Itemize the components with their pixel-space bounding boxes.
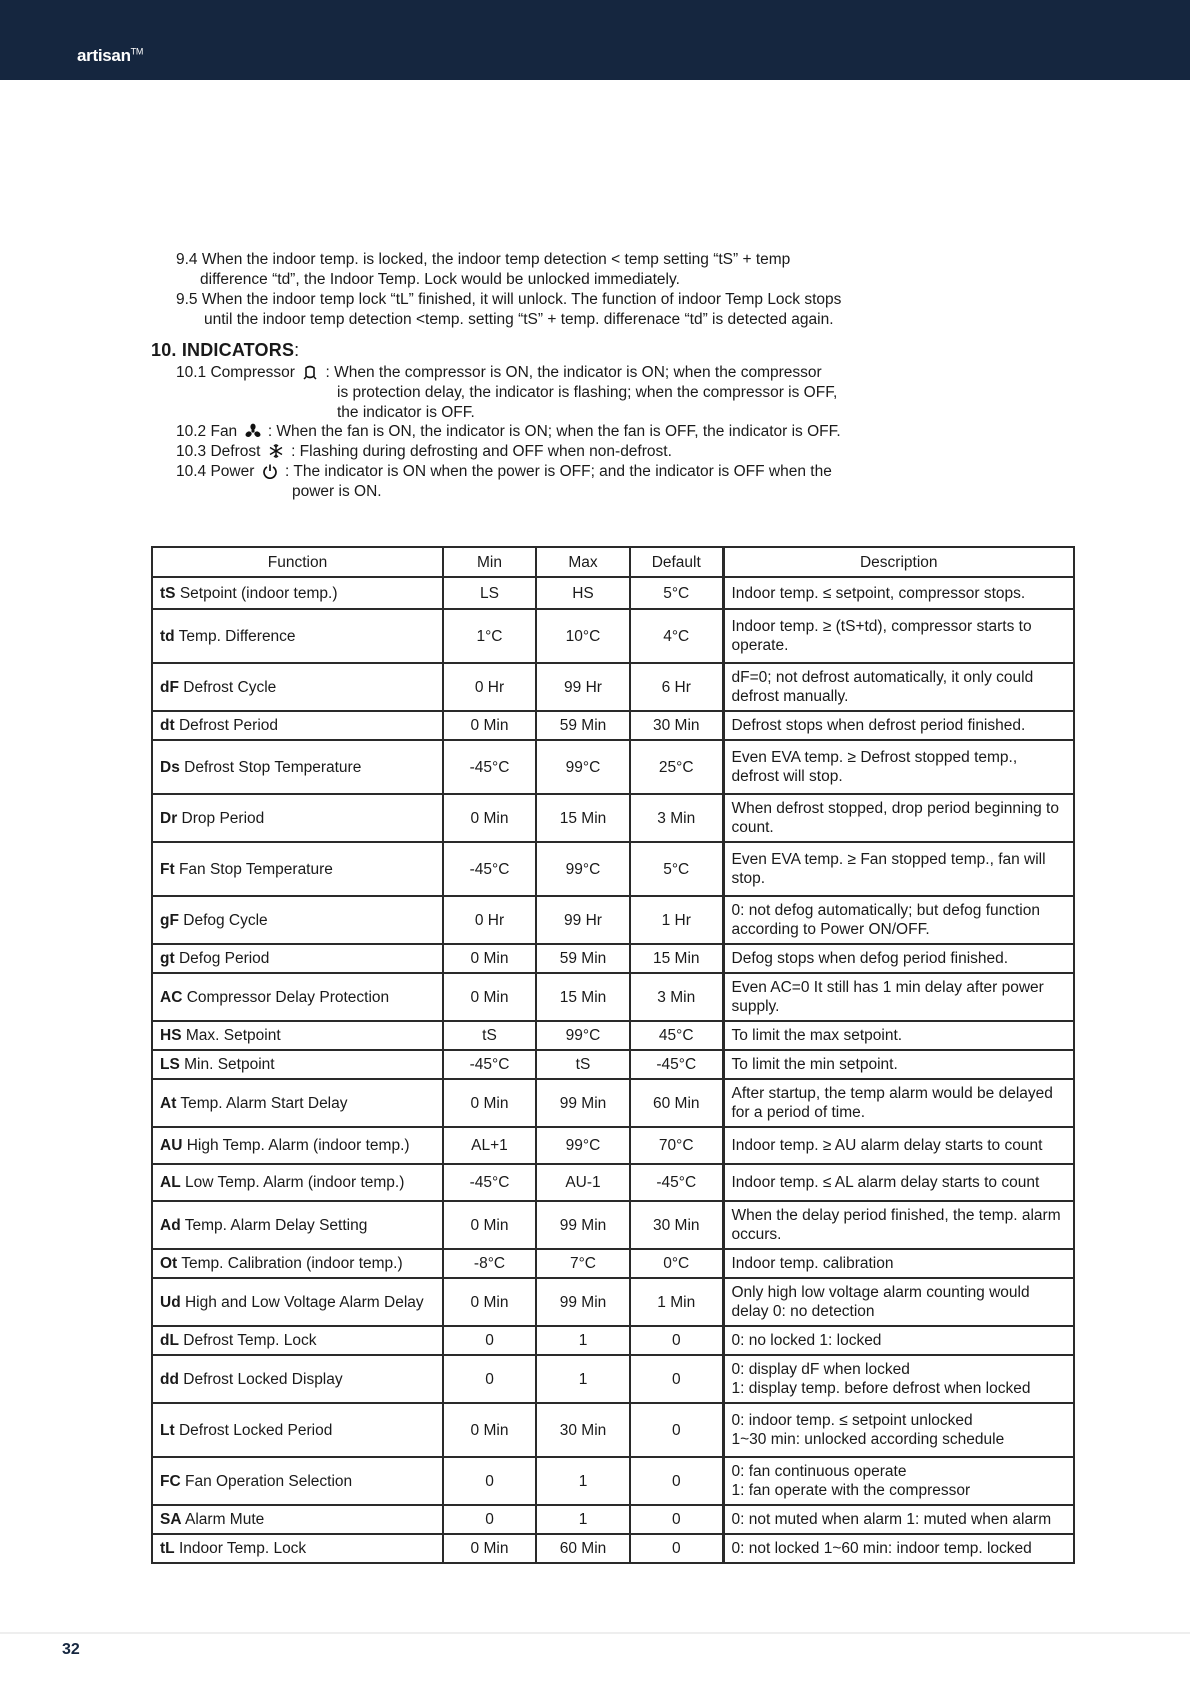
cell-function [152, 1534, 443, 1563]
cell-max: 10°C [536, 609, 630, 663]
cell-min: tS [443, 1021, 536, 1050]
cell-function [152, 609, 443, 663]
defrost-icon [268, 443, 284, 459]
param-code: AU [160, 1137, 183, 1154]
cell-default: 25°C [630, 740, 723, 794]
cell-min: -8°C [443, 1249, 536, 1278]
param-code: Ad [160, 1216, 181, 1234]
param-code: Ft [160, 860, 175, 878]
cell-min: 0 Min [443, 1278, 536, 1326]
cell-description: Even EVA temp. ≥ Defrost stopped temp., defrost will stop. [723, 740, 1074, 794]
cell-function [152, 1326, 443, 1355]
cell-max: 99 Min [536, 1201, 630, 1249]
header-min: Min [443, 547, 536, 577]
footer-divider [0, 1632, 1190, 1634]
cell-default: 0 [630, 1403, 723, 1457]
param-code: gF [160, 911, 179, 929]
indicator-power: 10.4 Power : The indicator is ON when the power is OFF; and the indicator is OFF when the [176, 463, 832, 480]
cell-default: 0 [630, 1457, 723, 1505]
param-code: Ud [160, 1293, 181, 1311]
indicator-fan-label: 10.2 Fan [176, 423, 238, 440]
cell-min: 0 Min [443, 944, 536, 973]
cell-description: When the delay period finished, the temp. alarm occurs. [723, 1201, 1074, 1249]
param-name: Fan Stop Temperature [178, 860, 333, 878]
cell-description: To limit the min setpoint. [723, 1050, 1074, 1079]
cell-max: AU-1 [536, 1164, 630, 1201]
cell-function [152, 577, 443, 609]
cell-min: -45°C [443, 842, 536, 896]
param-code: dd [160, 1370, 179, 1388]
cell-min: 0 Min [443, 1201, 536, 1249]
table-row [152, 1278, 1074, 1326]
indicator-compressor-line2: is protection delay, the indicator is flashing; when the compressor is OFF, [337, 384, 838, 401]
param-name: Low Temp. Alarm (indoor temp.) [184, 1174, 405, 1191]
param-name: Defog Period [178, 950, 270, 967]
cell-description: After startup, the temp alarm would be delayed for a period of time. [723, 1079, 1074, 1127]
indicator-compressor-label: 10.1 Compressor [176, 364, 295, 381]
cell-min: -45°C [443, 1050, 536, 1079]
cell-description: Defrost stops when defrost period finished. [723, 711, 1074, 740]
param-code: dL [160, 1332, 179, 1349]
table-row [152, 1127, 1074, 1164]
table-row [152, 794, 1074, 842]
cell-min: AL+1 [443, 1127, 536, 1164]
param-name: Temp. Alarm Delay Setting [184, 1216, 368, 1234]
cell-default: 15 Min [630, 944, 723, 973]
cell-max: 59 Min [536, 711, 630, 740]
indicator-power-label: 10.4 Power [176, 463, 255, 480]
cell-function [152, 1050, 443, 1079]
cell-max: 1 [536, 1505, 630, 1534]
param-code: FC [160, 1472, 181, 1490]
cell-description: 0: not locked 1~60 min: indoor temp. locked [723, 1534, 1074, 1563]
cell-description: When defrost stopped, drop period beginning to count. [723, 794, 1074, 842]
cell-min: -45°C [443, 740, 536, 794]
header-max: Max [536, 547, 630, 577]
param-code: tS [160, 584, 176, 602]
cell-min: 0 Min [443, 973, 536, 1021]
compressor-icon [302, 364, 318, 380]
cell-default: 6 Hr [630, 663, 723, 711]
cell-min: 0 Min [443, 794, 536, 842]
table-row [152, 740, 1074, 794]
cell-max: 99°C [536, 1021, 630, 1050]
cell-default: 0 [630, 1326, 723, 1355]
cell-default: 60 Min [630, 1079, 723, 1127]
cell-min: -45°C [443, 1164, 536, 1201]
cell-description: Only high low voltage alarm counting would delay 0: no detection [723, 1278, 1074, 1326]
parameter-table [151, 546, 1075, 1564]
param-name: Max. Setpoint [185, 1027, 281, 1044]
cell-function [152, 896, 443, 944]
cell-max: 99 Min [536, 1278, 630, 1326]
cell-function [152, 842, 443, 896]
param-name: Defog Cycle [183, 911, 268, 929]
table-header-row [152, 547, 1074, 577]
cell-description: dF=0; not defrost automatically, it only could defrost manually. [723, 663, 1074, 711]
param-name: Setpoint (indoor temp.) [179, 584, 338, 602]
cell-function [152, 1021, 443, 1050]
cell-description: Indoor temp. ≥ (tS+td), compressor starts to operate. [723, 609, 1074, 663]
cell-min: 0 [443, 1505, 536, 1534]
cell-description: Indoor temp. ≤ AL alarm delay starts to count [723, 1164, 1074, 1201]
param-code: Lt [160, 1421, 175, 1439]
cell-default: 0 [630, 1534, 723, 1563]
cell-min: 0 Hr [443, 663, 536, 711]
para-9-4-line1: 9.4 When the indoor temp. is locked, the indoor temp detection < temp setting “tS” + temp [176, 251, 791, 268]
cell-function [152, 973, 443, 1021]
cell-min: 0 Min [443, 1534, 536, 1563]
param-code: AL [160, 1174, 181, 1191]
table-row [152, 1079, 1074, 1127]
cell-max: 99 Hr [536, 663, 630, 711]
cell-default: 3 Min [630, 794, 723, 842]
table-row [152, 577, 1074, 609]
cell-description: Defog stops when defog period finished. [723, 944, 1074, 973]
cell-max: 15 Min [536, 973, 630, 1021]
cell-max: 15 Min [536, 794, 630, 842]
table-row [152, 1534, 1074, 1563]
cell-min: 0 Hr [443, 896, 536, 944]
cell-max: 7°C [536, 1249, 630, 1278]
cell-max: tS [536, 1050, 630, 1079]
cell-description: Indoor temp. ≥ AU alarm delay starts to count [723, 1127, 1074, 1164]
cell-default: 3 Min [630, 973, 723, 1021]
cell-default: 30 Min [630, 711, 723, 740]
table-row [152, 1355, 1074, 1403]
cell-default: -45°C [630, 1164, 723, 1201]
cell-function [152, 1505, 443, 1534]
cell-function [152, 740, 443, 794]
param-code: gt [160, 950, 175, 967]
cell-min: LS [443, 577, 536, 609]
table-row [152, 1505, 1074, 1534]
cell-description: Indoor temp. ≤ setpoint, compressor stops. [723, 577, 1074, 609]
param-name: Indoor Temp. Lock [178, 1540, 307, 1557]
param-name: Defrost Period [178, 717, 279, 734]
param-name: Defrost Temp. Lock [183, 1332, 317, 1349]
param-code: dt [160, 717, 175, 734]
cell-min: 0 Min [443, 1403, 536, 1457]
param-code: SA [160, 1511, 182, 1528]
table-row [152, 1249, 1074, 1278]
fan-icon [245, 423, 261, 439]
cell-default: 70°C [630, 1127, 723, 1164]
cell-min: 1°C [443, 609, 536, 663]
table-row [152, 973, 1074, 1021]
power-icon [262, 463, 278, 479]
cell-function [152, 711, 443, 740]
cell-default: 30 Min [630, 1201, 723, 1249]
cell-function [152, 1079, 443, 1127]
cell-default: 5°C [630, 577, 723, 609]
cell-description: 0: not muted when alarm 1: muted when alarm [723, 1505, 1074, 1534]
param-code: HS [160, 1027, 182, 1044]
table-row [152, 1457, 1074, 1505]
cell-default: 4°C [630, 609, 723, 663]
cell-function [152, 1249, 443, 1278]
param-name: Compressor Delay Protection [186, 988, 390, 1006]
param-name: Fan Operation Selection [184, 1472, 353, 1490]
table-row [152, 944, 1074, 973]
table-row [152, 1021, 1074, 1050]
cell-default: 45°C [630, 1021, 723, 1050]
param-name: Defrost Cycle [183, 678, 277, 696]
table-row [152, 842, 1074, 896]
param-code: AC [160, 988, 183, 1006]
table-row [152, 1326, 1074, 1355]
page-number: 32 [62, 1641, 80, 1658]
cell-min: 0 [443, 1326, 536, 1355]
indicator-compressor: 10.1 Compressor : When the compressor is ON, the indicator is ON; when the compressor [176, 364, 822, 381]
cell-default: 0 [630, 1355, 723, 1403]
cell-min: 0 Min [443, 711, 536, 740]
para-9-5-line1: 9.5 When the indoor temp lock “tL” finished, it will unlock. The function of indoor Temp Lock stops [176, 291, 842, 308]
header-default: Default [630, 547, 723, 577]
cell-default: 0°C [630, 1249, 723, 1278]
para-9-5-line2: until the indoor temp detection <temp. setting “tS” + temp. differenace “td” is detected again. [204, 311, 834, 328]
cell-max: 1 [536, 1355, 630, 1403]
param-name: High and Low Voltage Alarm Delay [184, 1293, 424, 1311]
param-code: At [160, 1094, 177, 1112]
cell-default: 1 Min [630, 1278, 723, 1326]
cell-function [152, 944, 443, 973]
indicator-defrost: 10.3 Defrost : Flashing during defrosting and OFF when non-defrost. [176, 443, 672, 460]
cell-function [152, 1201, 443, 1249]
param-code: td [160, 627, 175, 645]
indicator-compressor-line3: the indicator is OFF. [337, 404, 475, 421]
cell-min: 0 [443, 1457, 536, 1505]
param-name: Alarm Mute [185, 1511, 265, 1528]
param-name: Defrost Stop Temperature [184, 758, 362, 776]
param-name: Drop Period [181, 809, 265, 827]
cell-description: Even EVA temp. ≥ Fan stopped temp., fan will stop. [723, 842, 1074, 896]
table-body [152, 577, 1074, 1563]
cell-max: 99 Hr [536, 896, 630, 944]
cell-description: 0: no locked 1: locked [723, 1326, 1074, 1355]
cell-max: 30 Min [536, 1403, 630, 1457]
cell-function [152, 1457, 443, 1505]
section-title-indicators: 10. INDICATORS: [151, 340, 300, 360]
cell-min: 0 [443, 1355, 536, 1403]
param-code: dF [160, 678, 179, 696]
cell-description: 0: indoor temp. ≤ setpoint unlocked 1~30 min: unlocked according schedule [723, 1403, 1074, 1457]
table-row [152, 711, 1074, 740]
table-row [152, 896, 1074, 944]
cell-max: 59 Min [536, 944, 630, 973]
page-header [0, 0, 1190, 80]
indicator-power-line2: power is ON. [292, 483, 382, 500]
cell-function [152, 1127, 443, 1164]
cell-default: -45°C [630, 1050, 723, 1079]
cell-default: 1 Hr [630, 896, 723, 944]
cell-max: 60 Min [536, 1534, 630, 1563]
cell-max: 1 [536, 1457, 630, 1505]
param-name: Min. Setpoint [184, 1056, 275, 1073]
cell-max: 99°C [536, 740, 630, 794]
cell-function [152, 1355, 443, 1403]
cell-description: To limit the max setpoint. [723, 1021, 1074, 1050]
table-row [152, 609, 1074, 663]
header-function: Function [152, 547, 443, 577]
table-row [152, 1164, 1074, 1201]
cell-function [152, 663, 443, 711]
para-9-4-line2: difference “td”, the Indoor Temp. Lock would be unlocked immediately. [200, 271, 680, 288]
cell-description: Indoor temp. calibration [723, 1249, 1074, 1278]
cell-min: 0 Min [443, 1079, 536, 1127]
table-row [152, 1403, 1074, 1457]
cell-description: 0: not defog automatically; but defog function according to Power ON/OFF. [723, 896, 1074, 944]
cell-max: 99°C [536, 842, 630, 896]
brand-logo: artisan™ [77, 46, 144, 65]
param-code: Ot [160, 1255, 178, 1272]
param-name: Temp. Difference [178, 627, 296, 645]
cell-description: 0: fan continuous operate 1: fan operate with the compressor [723, 1457, 1074, 1505]
param-code: LS [160, 1056, 180, 1073]
param-name: Temp. Calibration (indoor temp.) [181, 1255, 403, 1272]
cell-description: 0: display dF when locked 1: display temp. before defrost when locked [723, 1355, 1074, 1403]
param-code: Ds [160, 758, 180, 776]
cell-function [152, 1403, 443, 1457]
table-row [152, 1050, 1074, 1079]
indicator-fan: 10.2 Fan : When the fan is ON, the indicator is ON; when the fan is OFF, the indicator is OFF. [176, 423, 841, 440]
cell-default: 0 [630, 1505, 723, 1534]
cell-max: 99°C [536, 1127, 630, 1164]
param-name: High Temp. Alarm (indoor temp.) [186, 1137, 410, 1154]
param-code: tL [160, 1540, 175, 1557]
cell-max: 1 [536, 1326, 630, 1355]
table-row [152, 663, 1074, 711]
cell-function [152, 1164, 443, 1201]
cell-function [152, 794, 443, 842]
cell-max: 99 Min [536, 1079, 630, 1127]
param-name: Defrost Locked Display [183, 1370, 343, 1388]
table-row [152, 1201, 1074, 1249]
param-name: Defrost Locked Period [178, 1421, 333, 1439]
cell-default: 5°C [630, 842, 723, 896]
cell-function [152, 1278, 443, 1326]
indicator-defrost-label: 10.3 Defrost [176, 443, 261, 460]
cell-max: HS [536, 577, 630, 609]
param-name: Temp. Alarm Start Delay [180, 1094, 348, 1112]
cell-description: Even AC=0 It still has 1 min delay after power supply. [723, 973, 1074, 1021]
header-description: Description [723, 547, 1074, 577]
param-code: Dr [160, 809, 178, 827]
